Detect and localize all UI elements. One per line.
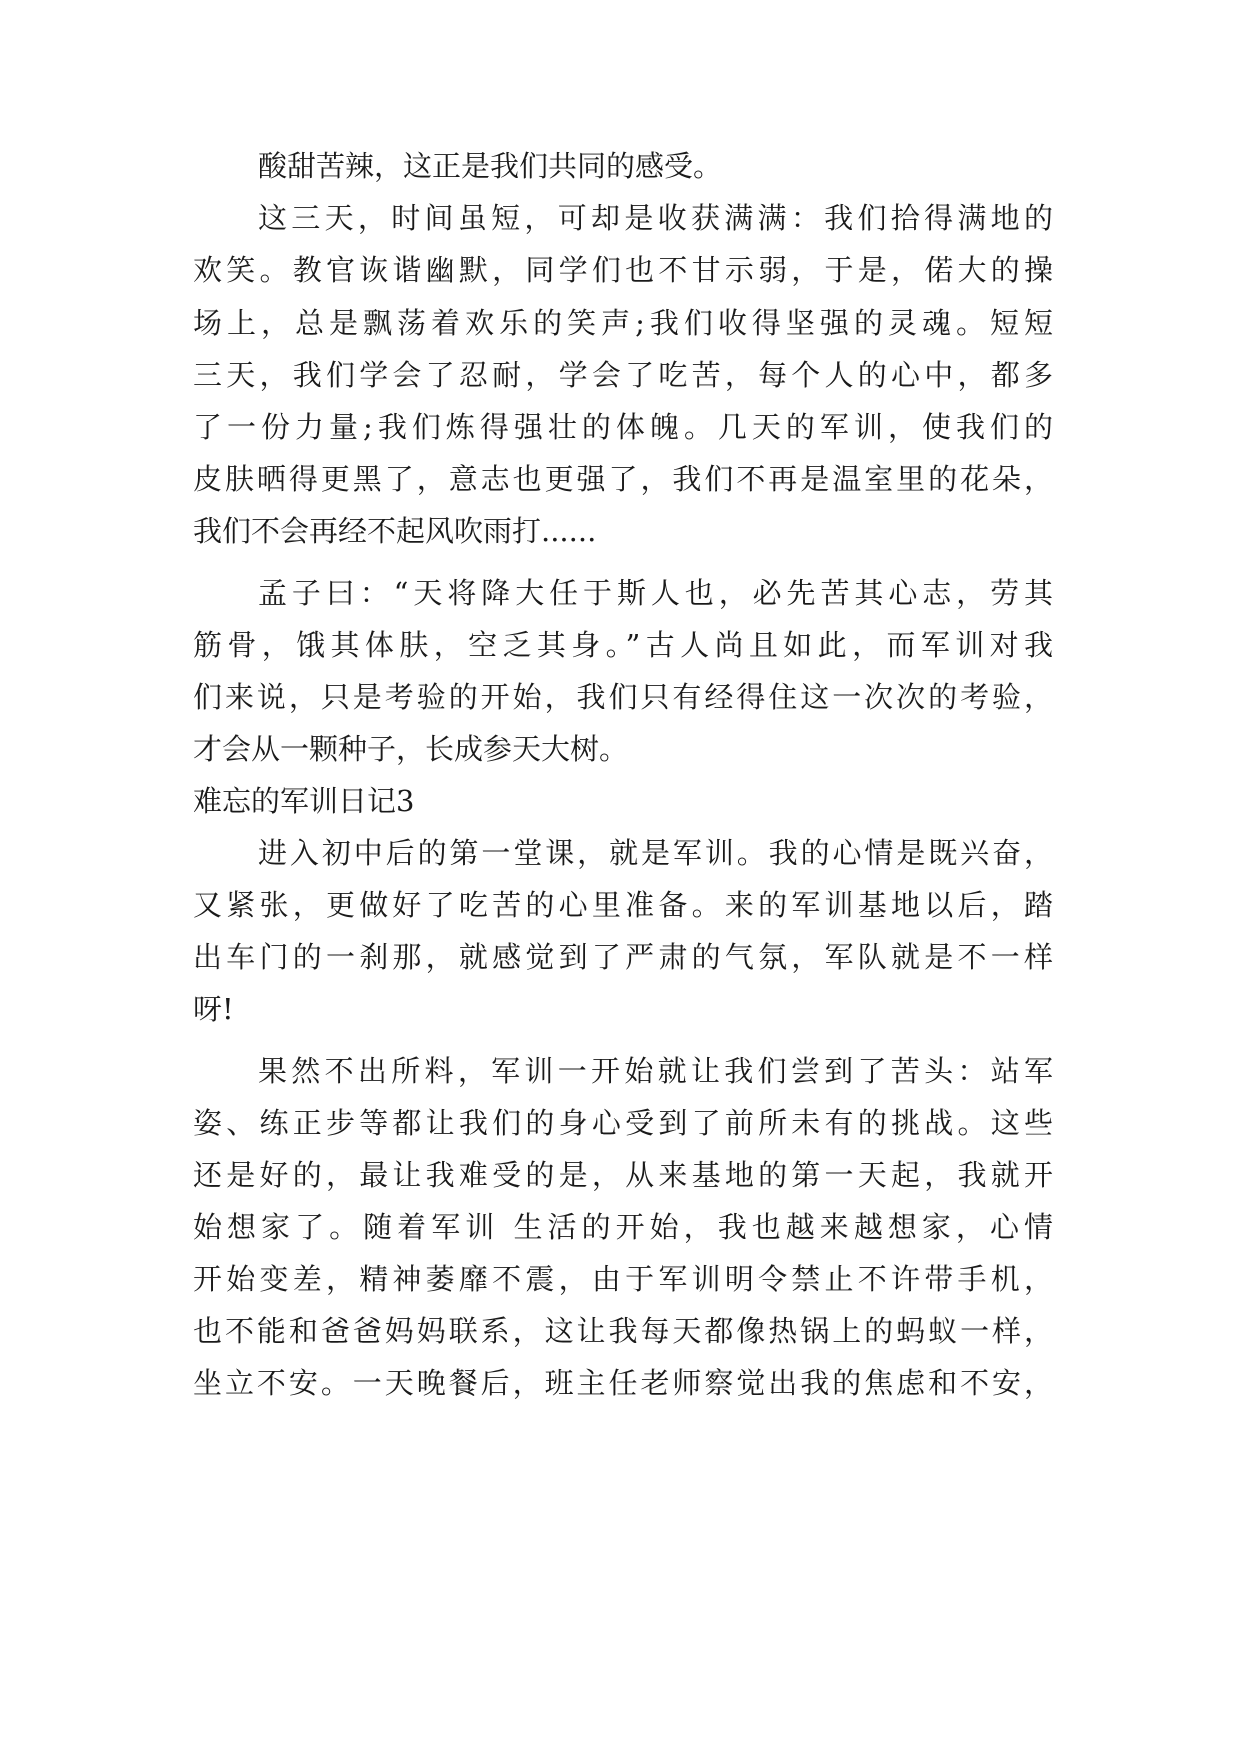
paragraph-line: 孟子曰：“天将降大任于斯人也，必先苦其心志，劳其: [258, 576, 1053, 610]
paragraph-line: 才会从一颗种子，长成参天大树。: [193, 732, 629, 766]
paragraph-line: 呀!: [193, 992, 234, 1026]
paragraph-line: 筋骨，饿其体肤，空乏其身。”古人尚且如此，而军训对我: [193, 628, 1053, 662]
paragraph-line: 还是好的，最让我难受的是，从来基地的第一天起，我就开: [193, 1158, 1053, 1192]
paragraph-line: 欢笑。教官诙谐幽默，同学们也不甘示弱，于是，偌大的操: [193, 253, 1053, 287]
paragraph-line: 开始变差，精神萎靡不震，由于军训明令禁止不许带手机，: [193, 1262, 1053, 1296]
paragraph-line: 们来说，只是考验的开始，我们只有经得住这一次次的考验，: [193, 680, 1053, 714]
paragraph-line: 出车门的一刹那，就感觉到了严肃的气氛，军队就是不一样: [193, 940, 1053, 974]
paragraph-line: 又紧张，更做好了吃苦的心里准备。来的军训基地以后，踏: [193, 888, 1053, 922]
paragraph-line: 酸甜苦辣，这正是我们共同的感受。: [258, 149, 723, 183]
paragraph-line: 也不能和爸爸妈妈联系，这让我每天都像热锅上的蚂蚁一样，: [193, 1314, 1053, 1348]
paragraph-line: 坐立不安。一天晚餐后，班主任老师察觉出我的焦虑和不安，: [193, 1366, 1053, 1400]
paragraph-line: 我们不会再经不起风吹雨打......: [193, 514, 597, 548]
paragraph-line: 了一份力量;我们炼得强壮的体魄。几天的军训，使我们的: [193, 410, 1053, 444]
paragraph-line: 姿、练正步等都让我们的身心受到了前所未有的挑战。这些: [193, 1106, 1053, 1140]
paragraph-line: 进入初中后的第一堂课，就是军训。我的心情是既兴奋，: [258, 836, 1053, 870]
section-heading: 难忘的军训日记3: [193, 784, 415, 818]
paragraph-line: 三天，我们学会了忍耐，学会了吃苦，每个人的心中，都多: [193, 358, 1053, 392]
paragraph-line: 这三天，时间虽短，可却是收获满满：我们拾得满地的: [258, 201, 1053, 235]
paragraph-line: 皮肤晒得更黑了，意志也更强了，我们不再是温室里的花朵，: [193, 462, 1053, 496]
paragraph-line: 场上，总是飘荡着欢乐的笑声;我们收得坚强的灵魂。短短: [193, 306, 1053, 340]
paragraph-line: 果然不出所料，军训一开始就让我们尝到了苦头：站军: [258, 1054, 1053, 1088]
paragraph-line: 始想家了。随着军训 生活的开始，我也越来越想家，心情: [193, 1210, 1053, 1244]
